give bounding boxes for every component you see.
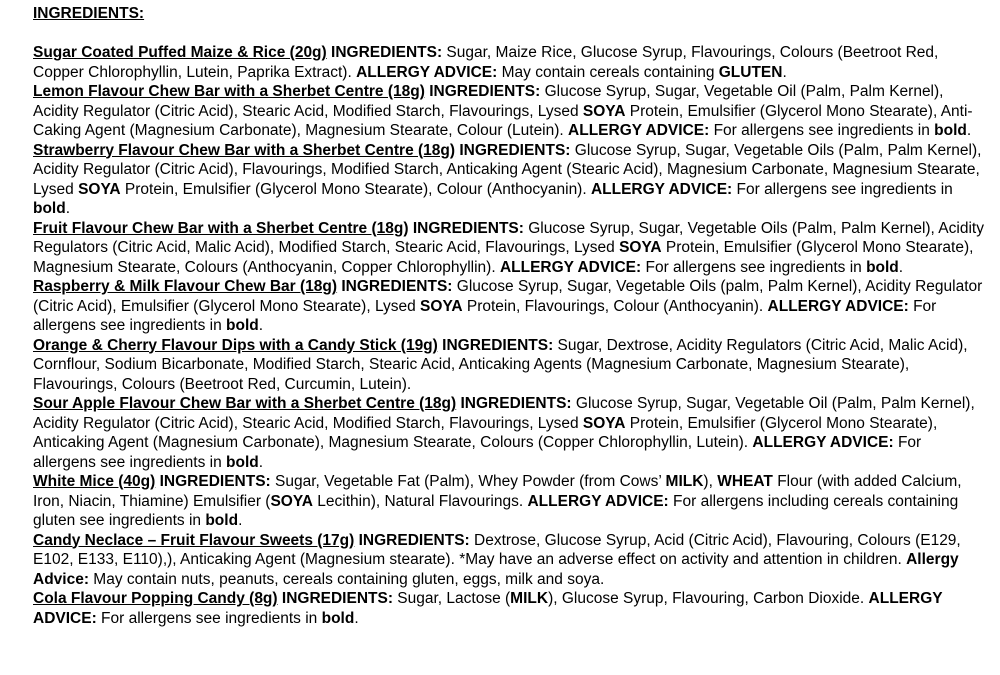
- ingredient-text: For allergens see ingredients in: [732, 180, 953, 198]
- bold-text: ALLERGY ADVICE:: [752, 434, 894, 451]
- product-name: Cola Flavour Popping Candy (8g): [33, 590, 278, 607]
- ingredient-entry: [33, 82, 986, 141]
- bold-text: ALLERGY ADVICE:: [33, 590, 943, 627]
- ingredient-text: For allergens see ingredients in: [641, 258, 867, 276]
- product-name: Sugar Coated Puffed Maize & Rice (20g): [33, 44, 327, 61]
- bold-text: SOYA: [270, 492, 313, 510]
- bold-text: ALLERGY ADVICE:: [499, 258, 642, 276]
- product-name: Candy Neclace – Fruit Flavour Sweets (17g): [33, 531, 355, 549]
- product-name: Fruit Flavour Chew Bar with a Sherbet Centre (18g): [33, 219, 409, 237]
- ingredient-text: .: [258, 317, 264, 334]
- bold-text: INGREDIENTS:: [281, 590, 393, 607]
- bold-text: Allergy Advice:: [33, 551, 959, 588]
- page-title: INGREDIENTS:: [33, 5, 145, 22]
- bold-text: GLUTEN: [718, 63, 783, 81]
- bold-text: ALLERGY ADVICE:: [356, 63, 498, 81]
- ingredient-entry: [33, 531, 986, 590]
- bold-text: INGREDIENTS:: [429, 83, 541, 100]
- ingredient-text: Glucose Syrup, Sugar, Vegetable Oils (palm, Palm Kernel), Acidity Regulator (Citric Acid), Emulsifier (Glycerol Mono Stearate), Lysed: [33, 278, 983, 315]
- ingredient-text: Flour (with added Calcium, Iron, Niacin, Thiamine) Emulsifier (: [33, 473, 962, 510]
- ingredient-entry: [33, 589, 986, 628]
- bold-text: INGREDIENTS:: [159, 473, 271, 490]
- product-name: White Mice (40g): [33, 473, 156, 490]
- bold-text: INGREDIENTS:: [459, 141, 571, 159]
- bold-text: INGREDIENTS:: [412, 219, 524, 237]
- ingredient-entry: [33, 472, 986, 531]
- bold-text: SOYA: [78, 180, 121, 198]
- bold-text: bold: [866, 258, 899, 276]
- ingredient-text: May contain nuts, peanuts, cereals containing gluten, eggs, milk and soya.: [89, 570, 605, 588]
- ingredient-text: .: [258, 453, 264, 471]
- ingredient-text: Sugar, Vegetable Fat (Palm), Whey Powder (from Cows’: [270, 473, 666, 490]
- ingredient-text: May contain cereals containing: [497, 63, 719, 81]
- ingredient-text: .: [354, 609, 359, 627]
- ingredient-text: .: [238, 512, 243, 529]
- ingredient-text: Protein, Emulsifier (Glycerol Mono Stearate), Magnesium Stearate, Colours (Anthocyanin, Copper Chlorophyllin).: [33, 239, 974, 276]
- ingredient-entry: [33, 394, 986, 472]
- ingredient-text: .: [898, 258, 904, 276]
- ingredient-entry: [33, 277, 986, 336]
- ingredient-text: Protein, Flavourings, Colour (Anthocyanin).: [462, 297, 768, 315]
- ingredient-text: ), Glucose Syrup, Flavouring, Carbon Dioxide.: [548, 590, 869, 607]
- bold-text: ALLERGY ADVICE:: [527, 492, 669, 510]
- ingredient-text: Glucose Syrup, Sugar, Vegetable Oils (Palm, Palm Kernel), Acidity Regulator (Citric Acid), Flavourings, Modified Starch, Anticaking Agent (Stearic Acid), Magnesium Carbonate, Magnesium Stearate, Lysed: [33, 141, 982, 198]
- ingredient-text: For allergens see ingredients in: [96, 609, 322, 627]
- ingredient-text: Sugar, Lactose (: [392, 590, 511, 607]
- ingredient-text: Protein, Emulsifier (Glycerol Mono Stearate), Anti-Caking Agent (Magnesium Carbonate), Magnesium Stearate, Colour (Lutein).: [33, 102, 973, 139]
- bold-text: SOYA: [582, 414, 626, 432]
- ingredient-entry: [33, 336, 986, 395]
- bold-text: INGREDIENTS:: [442, 336, 554, 354]
- ingredient-text: .: [65, 200, 71, 217]
- ingredient-text: .: [782, 63, 787, 81]
- bold-text: INGREDIENTS:: [331, 44, 443, 61]
- bold-text: INGREDIENTS:: [460, 395, 572, 412]
- ingredient-text: Protein, Emulsifier (Glycerol Mono Stearate), Colour (Anthocyanin).: [120, 180, 591, 198]
- ingredient-text: For allergens see ingredients in: [709, 122, 935, 139]
- bold-text: ALLERGY ADVICE:: [590, 180, 733, 198]
- product-name: Lemon Flavour Chew Bar with a Sherbet Centre (18g): [33, 83, 425, 100]
- bold-text: MILK: [510, 590, 549, 607]
- ingredient-text: Sugar, Dextrose, Acidity Regulators (Citric Acid, Malic Acid), Cornflour, Sodium Bicarbonate, Modified Starch, Stearic Acid, Anticaking Agents (Magnesium Carbonate, Magnesium Stearate), Flavourings, Colours (Beetroot Red, Curcumin, Lutein).: [33, 336, 968, 393]
- bold-text: SOYA: [582, 102, 626, 120]
- ingredient-text: For allergens see ingredients in: [33, 297, 937, 334]
- bold-text: INGREDIENTS:: [358, 531, 470, 549]
- ingredient-text: Dextrose, Glucose Syrup, Acid (Citric Acid), Flavouring, Colours (E129, E102, E133, E110),), Anticaking Agent (Magnesium stearate). *May have an adverse effect on activity and attention in children.: [33, 531, 961, 568]
- ingredient-text: .: [966, 122, 972, 139]
- bold-text: SOYA: [619, 239, 662, 256]
- ingredient-text: For allergens see ingredients in: [33, 434, 922, 471]
- ingredient-text: Glucose Syrup, Sugar, Vegetable Oil (Palm, Palm Kernel), Acidity Regulator (Citric Acid), Stearic Acid, Modified Starch, Flavourings, Lysed: [33, 395, 975, 432]
- bold-text: MILK: [665, 473, 704, 490]
- ingredient-text: For allergens including cereals containing gluten see ingredients in: [33, 492, 959, 529]
- ingredient-text: Lecithin), Natural Flavourings.: [312, 492, 528, 510]
- bold-text: INGREDIENTS:: [341, 278, 453, 295]
- product-name: Strawberry Flavour Chew Bar with a Sherbet Centre (18g): [33, 141, 456, 159]
- product-name: Raspberry & Milk Flavour Chew Bar (18g): [33, 278, 338, 295]
- ingredient-text: Glucose Syrup, Sugar, Vegetable Oil (Palm, Palm Kernel), Acidity Regulator (Citric Acid), Stearic Acid, Modified Starch, Flavourings, Lysed: [33, 83, 944, 120]
- bold-text: bold: [321, 609, 355, 627]
- ingredient-entry: [33, 141, 986, 219]
- ingredient-entry: [33, 43, 986, 82]
- bold-text: bold: [226, 317, 259, 334]
- ingredient-entry: [33, 219, 986, 278]
- bold-text: bold: [33, 200, 66, 217]
- ingredient-text: Protein, Emulsifier (Glycerol Mono Stearate), Anticaking Agent (Magnesium Carbonate), Magnesium Stearate, Colours (Copper Chlorophyllin, Lutein).: [33, 414, 938, 451]
- ingredients-list: [33, 43, 986, 628]
- bold-text: ALLERGY ADVICE:: [568, 122, 710, 139]
- bold-text: bold: [934, 122, 967, 139]
- ingredient-text: Sugar, Maize Rice, Glucose Syrup, Flavourings, Colours (Beetroot Red, Copper Chlorophyllin, Lutein, Paprika Extract).: [33, 44, 939, 81]
- product-name: Sour Apple Flavour Chew Bar with a Sherbet Centre (18g): [33, 395, 457, 412]
- bold-text: bold: [205, 512, 239, 529]
- bold-text: SOYA: [420, 297, 463, 315]
- ingredient-text: ),: [703, 473, 718, 490]
- bold-text: WHEAT: [717, 473, 773, 490]
- ingredient-text: Glucose Syrup, Sugar, Vegetable Oils (Palm, Palm Kernel), Acidity Regulators (Citric Acid, Malic Acid), Modified Starch, Stearic Acid, Flavourings, Lysed: [33, 219, 984, 256]
- product-name: Orange & Cherry Flavour Dips with a Candy Stick (19g): [33, 336, 438, 354]
- bold-text: bold: [226, 453, 259, 471]
- bold-text: ALLERGY ADVICE:: [767, 297, 909, 315]
